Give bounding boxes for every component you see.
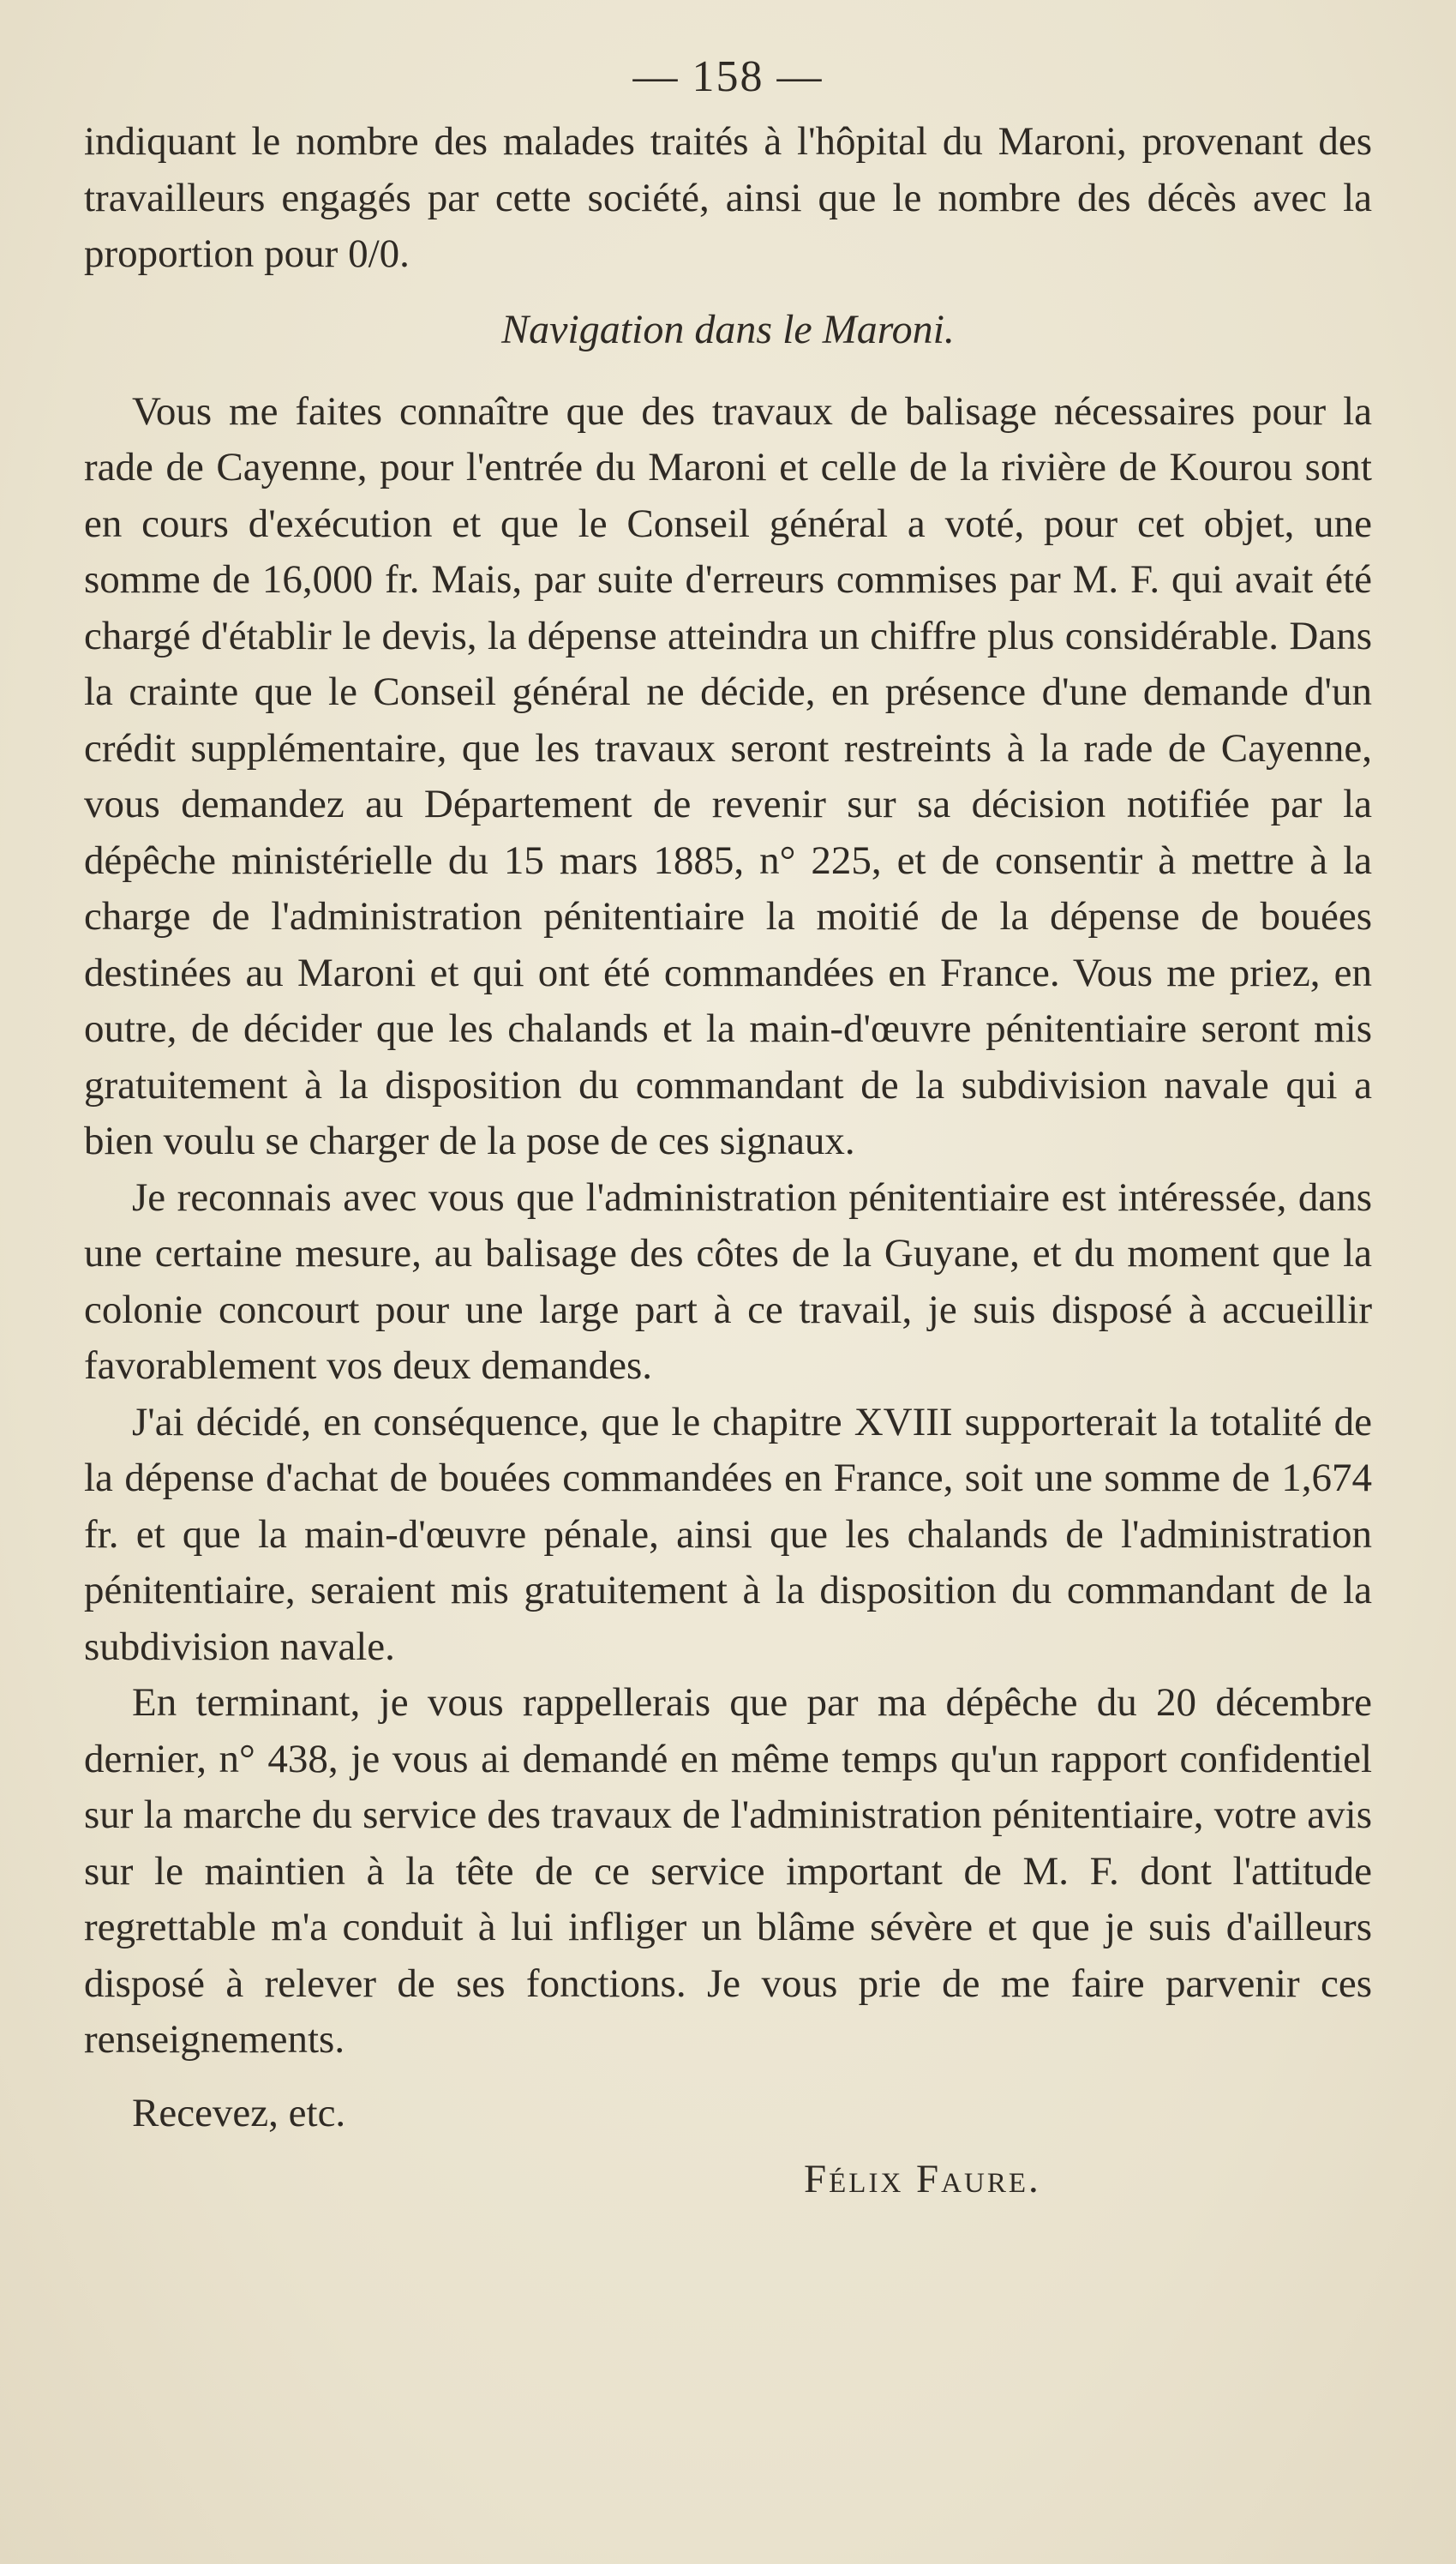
paragraph: En terminant, je vous rappellerais que par ma dépêche du 20 décembre dernier, n° 438, je vous ai demandé en même temps qu'un rapport confidentiel sur la marche du service des travaux de l'administration pénitentiaire, votre avis sur le maintien à la tête de ce service important de M. F. dont l'attitude regrettable m'a conduit à lui infliger un blâme sévère et que je suis d'ailleurs disposé à relever de ses fonctions. Je vous prie de me faire parvenir ces renseignements.	[84, 1680, 1372, 2062]
section-heading: Navigation dans le Maroni.	[501, 306, 955, 352]
page-number: — 158 —	[632, 52, 824, 101]
closing-formula: Recevez, etc.	[132, 2090, 346, 2135]
document-body	[84, 114, 1372, 2069]
paragraph: Je reconnais avec vous que l'administration pénitentiaire est intéressée, dans une certaine mesure, au balisage des côtes de la Guyane, et du moment que la colonie concourt pour une large part à ce travail, je suis disposé à accueillir favorablement vos deux demandes.	[84, 1174, 1372, 1388]
paragraph: Vous me faites connaître que des travaux de balisage nécessaires pour la rade de Cayenne, pour l'entrée du Maroni et celle de la rivière de Kourou sont en cours d'exécution et que le Conseil général a voté, pour cet objet, une somme de 16,000 fr. Mais, par suite d'erreurs commises par M. F. qui avait été chargé d'établir le devis, la dépense atteindra un chiffre plus considérable. Dans la crainte que le Conseil général ne décide, en présence d'une demande d'un crédit supplémentaire, que les travaux seront restreints à la rade de Cayenne, vous demandez au Département de revenir sur sa décision notifiée par la dépêche ministérielle du 15 mars 1885, n° 225, et de consentir à mettre à la charge de l'administration pénitentiaire la moitié de la dépense de bouées destinées au Maroni et qui ont été commandées en France. Vous me priez, en outre, de décider que les chalands et la main-d'œuvre pénitentiaire seront mis gratuitement à la disposition du commandant de la subdivision navale qui a bien voulu se charger de la pose de ces signaux.	[84, 388, 1372, 1163]
paragraph: J'ai décidé, en conséquence, que le chapitre XVIII supporterait la totalité de la dépense d'achat de bouées commandées en France, soit une somme de 1,674 fr. et que la main-d'œuvre pénale, ainsi que les chalands de l'administration pénitentiaire, seraient mis gratuitement à la disposition du commandant de la subdivision navale.	[84, 1399, 1372, 1669]
paragraph-continuation: indiquant le nombre des malades traités à l'hôpital du Maroni, provenant des travailleurs engagés par cette société, ainsi que le nombre des décès avec la proportion pour 0/0.	[84, 119, 1372, 276]
signature: Félix Faure.	[804, 2156, 1041, 2201]
